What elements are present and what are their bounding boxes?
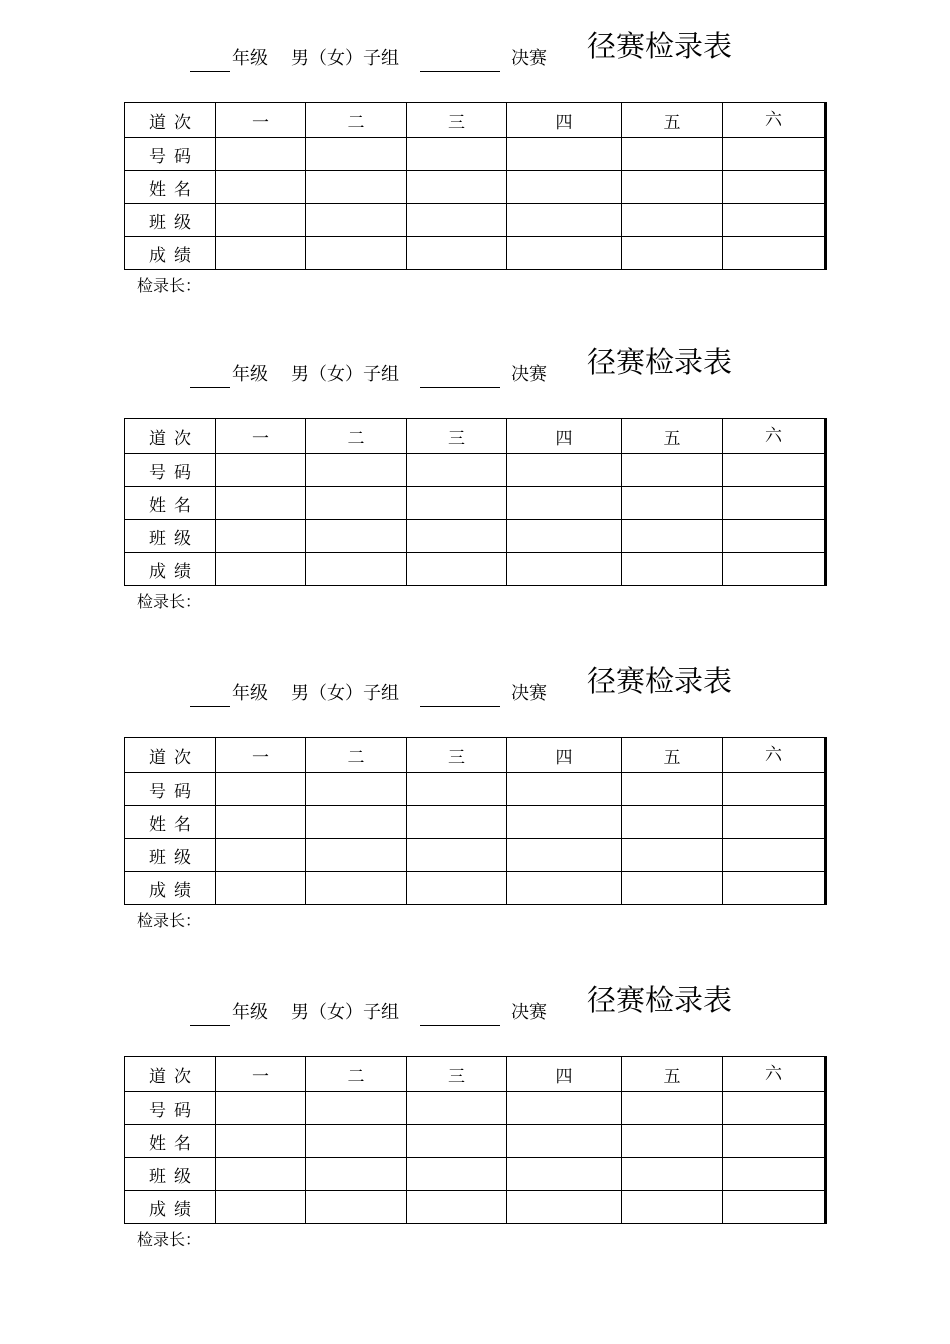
entry-cell[interactable]: [723, 806, 825, 839]
entry-cell[interactable]: [407, 1125, 507, 1158]
table-row: [125, 487, 825, 520]
entry-cell[interactable]: [407, 872, 507, 905]
entry-cell[interactable]: [507, 1092, 622, 1125]
entry-cell[interactable]: [723, 487, 825, 520]
entry-cell[interactable]: [507, 1191, 622, 1224]
entry-cell[interactable]: [723, 872, 825, 905]
lane-3-header: 三: [407, 1057, 507, 1092]
entry-cell[interactable]: [507, 454, 622, 487]
entry-cell[interactable]: [216, 520, 306, 553]
entry-cell[interactable]: [407, 237, 507, 270]
entry-cell[interactable]: [216, 872, 306, 905]
entry-cell[interactable]: [622, 171, 723, 204]
entry-cell[interactable]: [723, 454, 825, 487]
entry-cell[interactable]: [622, 487, 723, 520]
lane-header-label: 道次: [125, 738, 216, 773]
entry-cell[interactable]: [622, 773, 723, 806]
final-label: 决赛: [511, 364, 547, 385]
lane-1-header: 一: [216, 103, 306, 138]
entry-cell[interactable]: [407, 1158, 507, 1191]
entry-cell[interactable]: [216, 487, 306, 520]
row-label-result: 成绩: [125, 553, 216, 586]
sheet-title: 径赛检录表: [587, 345, 733, 379]
entry-cell[interactable]: [407, 138, 507, 171]
group-label: 男（女）子组: [291, 48, 399, 69]
table-row: [125, 1092, 825, 1125]
row-label-name: 姓名: [125, 487, 216, 520]
lane-2-header: 二: [306, 103, 407, 138]
final-label: 决赛: [511, 1002, 547, 1023]
entry-cell[interactable]: [507, 872, 622, 905]
group-label: 男（女）子组: [291, 1002, 399, 1023]
entry-cell[interactable]: [216, 773, 306, 806]
lane-1-header: 一: [216, 419, 306, 454]
entry-cell[interactable]: [306, 1125, 407, 1158]
entry-cell[interactable]: [622, 454, 723, 487]
lane-5-header: 五: [622, 1057, 723, 1092]
table-row: [125, 839, 825, 872]
entry-cell[interactable]: [216, 553, 306, 586]
group-label: 男（女）子组: [291, 683, 399, 704]
entry-cell[interactable]: [723, 1158, 825, 1191]
entry-cell[interactable]: [306, 773, 407, 806]
recorder-label: 检录长：: [137, 911, 202, 930]
lane-6-header: 六: [723, 103, 825, 138]
entry-cell[interactable]: [723, 520, 825, 553]
table-row: [125, 237, 825, 270]
group-label: 男（女）子组: [291, 364, 399, 385]
final-label: 决赛: [511, 48, 547, 69]
table-row: [125, 872, 825, 905]
table-row: [125, 171, 825, 204]
table-row: [125, 773, 825, 806]
row-label-result: 成绩: [125, 237, 216, 270]
row-label-class: 班级: [125, 1158, 216, 1191]
lane-2-header: 二: [306, 1057, 407, 1092]
sheet-title: 径赛检录表: [587, 664, 733, 698]
entry-cell[interactable]: [507, 1158, 622, 1191]
grade-label: 年级: [232, 48, 268, 69]
recorder-label: 检录长：: [137, 276, 202, 295]
table-row: [125, 806, 825, 839]
entry-cell[interactable]: [622, 520, 723, 553]
entry-cell[interactable]: [507, 1125, 622, 1158]
lane-3-header: 三: [407, 419, 507, 454]
entry-cell[interactable]: [723, 839, 825, 872]
grade-label: 年级: [232, 1002, 268, 1023]
entry-cell[interactable]: [407, 1191, 507, 1224]
lane-table: [124, 737, 825, 905]
row-label-name: 姓名: [125, 1125, 216, 1158]
row-label-class: 班级: [125, 520, 216, 553]
lane-header-row: [125, 103, 825, 138]
lane-6-header: 六: [723, 419, 825, 454]
entry-cell[interactable]: [407, 487, 507, 520]
entry-cell[interactable]: [723, 773, 825, 806]
lane-header-row: [125, 738, 825, 773]
entry-cell[interactable]: [507, 773, 622, 806]
entry-cell[interactable]: [507, 237, 622, 270]
lane-2-header: 二: [306, 738, 407, 773]
entry-cell[interactable]: [306, 454, 407, 487]
lane-3-header: 三: [407, 738, 507, 773]
row-label-number: 号码: [125, 454, 216, 487]
table-row: [125, 1191, 825, 1224]
lane-table: [124, 418, 825, 586]
lane-table: [124, 1056, 825, 1224]
row-label-class: 班级: [125, 839, 216, 872]
entry-cell[interactable]: [216, 1158, 306, 1191]
entry-cell[interactable]: [306, 138, 407, 171]
entry-cell[interactable]: [507, 520, 622, 553]
grade-label: 年级: [232, 683, 268, 704]
entry-cell[interactable]: [216, 806, 306, 839]
lane-4-header: 四: [507, 738, 622, 773]
entry-cell[interactable]: [407, 839, 507, 872]
lane-4-header: 四: [507, 419, 622, 454]
table-row: [125, 204, 825, 237]
lane-table: [124, 102, 825, 270]
table-row: [125, 520, 825, 553]
grade-blank[interactable]: [190, 367, 230, 388]
row-label-result: 成绩: [125, 872, 216, 905]
lane-header-row: [125, 1057, 825, 1092]
lane-header-row: [125, 419, 825, 454]
entry-cell[interactable]: [723, 1125, 825, 1158]
entry-cell[interactable]: [723, 553, 825, 586]
entry-cell[interactable]: [622, 1092, 723, 1125]
entry-cell[interactable]: [622, 237, 723, 270]
grade-blank[interactable]: [190, 1005, 230, 1026]
lane-5-header: 五: [622, 738, 723, 773]
check-in-sheet-3: [0, 635, 950, 935]
sheet-heading: [0, 316, 950, 406]
entry-cell[interactable]: [507, 806, 622, 839]
entry-cell[interactable]: [306, 1158, 407, 1191]
entry-cell[interactable]: [306, 1191, 407, 1224]
entry-cell[interactable]: [622, 806, 723, 839]
entry-cell[interactable]: [407, 806, 507, 839]
event-blank[interactable]: [420, 367, 500, 388]
entry-cell[interactable]: [407, 553, 507, 586]
entry-cell[interactable]: [306, 204, 407, 237]
lane-header-label: 道次: [125, 103, 216, 138]
lane-6-header: 六: [723, 738, 825, 773]
entry-cell[interactable]: [622, 872, 723, 905]
row-label-name: 姓名: [125, 806, 216, 839]
grade-label: 年级: [232, 364, 268, 385]
entry-cell[interactable]: [407, 1092, 507, 1125]
entry-cell[interactable]: [507, 204, 622, 237]
sheet-heading: [0, 954, 950, 1044]
table-row: [125, 1125, 825, 1158]
entry-cell[interactable]: [622, 138, 723, 171]
entry-cell[interactable]: [216, 454, 306, 487]
lane-4-header: 四: [507, 1057, 622, 1092]
entry-cell[interactable]: [216, 204, 306, 237]
check-in-sheet-2: [0, 316, 950, 616]
entry-cell[interactable]: [622, 1191, 723, 1224]
entry-cell[interactable]: [306, 237, 407, 270]
entry-cell[interactable]: [407, 171, 507, 204]
entry-cell[interactable]: [216, 839, 306, 872]
entry-cell[interactable]: [407, 204, 507, 237]
entry-cell[interactable]: [622, 839, 723, 872]
lane-header-label: 道次: [125, 419, 216, 454]
sheet-title: 径赛检录表: [587, 983, 733, 1017]
grade-blank[interactable]: [190, 51, 230, 72]
entry-cell[interactable]: [216, 171, 306, 204]
entry-cell[interactable]: [723, 1191, 825, 1224]
entry-cell[interactable]: [507, 553, 622, 586]
entry-cell[interactable]: [723, 138, 825, 171]
sheet-title: 径赛检录表: [587, 29, 733, 63]
check-in-sheet-1: [0, 0, 950, 300]
lane-4-header: 四: [507, 103, 622, 138]
entry-cell[interactable]: [622, 1125, 723, 1158]
row-label-number: 号码: [125, 773, 216, 806]
entry-cell[interactable]: [306, 553, 407, 586]
entry-cell[interactable]: [407, 454, 507, 487]
lane-header-label: 道次: [125, 1057, 216, 1092]
entry-cell[interactable]: [306, 487, 407, 520]
final-label: 决赛: [511, 683, 547, 704]
lane-1-header: 一: [216, 1057, 306, 1092]
lane-5-header: 五: [622, 103, 723, 138]
grade-blank[interactable]: [190, 686, 230, 707]
entry-cell[interactable]: [507, 171, 622, 204]
entry-cell[interactable]: [407, 520, 507, 553]
table-row: [125, 454, 825, 487]
entry-cell[interactable]: [216, 138, 306, 171]
entry-cell[interactable]: [723, 1092, 825, 1125]
table-row: [125, 1158, 825, 1191]
row-label-number: 号码: [125, 1092, 216, 1125]
sheet-heading: [0, 635, 950, 725]
lane-3-header: 三: [407, 103, 507, 138]
entry-cell[interactable]: [216, 1092, 306, 1125]
check-in-sheet-4: [0, 954, 950, 1254]
event-blank[interactable]: [420, 51, 500, 72]
row-label-class: 班级: [125, 204, 216, 237]
sheet-heading: [0, 0, 950, 90]
entry-cell[interactable]: [306, 1092, 407, 1125]
entry-cell[interactable]: [306, 520, 407, 553]
entry-cell[interactable]: [306, 839, 407, 872]
entry-cell[interactable]: [216, 237, 306, 270]
entry-cell[interactable]: [622, 204, 723, 237]
entry-cell[interactable]: [622, 1158, 723, 1191]
entry-cell[interactable]: [407, 773, 507, 806]
entry-cell[interactable]: [216, 1125, 306, 1158]
lane-6-header: 六: [723, 1057, 825, 1092]
event-blank[interactable]: [420, 686, 500, 707]
lane-2-header: 二: [306, 419, 407, 454]
row-label-number: 号码: [125, 138, 216, 171]
table-row: [125, 138, 825, 171]
row-label-name: 姓名: [125, 171, 216, 204]
recorder-label: 检录长：: [137, 592, 202, 611]
recorder-label: 检录长：: [137, 1230, 202, 1249]
lane-5-header: 五: [622, 419, 723, 454]
entry-cell[interactable]: [723, 171, 825, 204]
lane-1-header: 一: [216, 738, 306, 773]
entry-cell[interactable]: [306, 806, 407, 839]
entry-cell[interactable]: [306, 171, 407, 204]
entry-cell[interactable]: [622, 553, 723, 586]
table-row: [125, 553, 825, 586]
entry-cell[interactable]: [306, 872, 407, 905]
entry-cell[interactable]: [723, 204, 825, 237]
entry-cell[interactable]: [507, 839, 622, 872]
row-label-result: 成绩: [125, 1191, 216, 1224]
entry-cell[interactable]: [507, 487, 622, 520]
entry-cell[interactable]: [216, 1191, 306, 1224]
entry-cell[interactable]: [507, 138, 622, 171]
event-blank[interactable]: [420, 1005, 500, 1026]
entry-cell[interactable]: [723, 237, 825, 270]
